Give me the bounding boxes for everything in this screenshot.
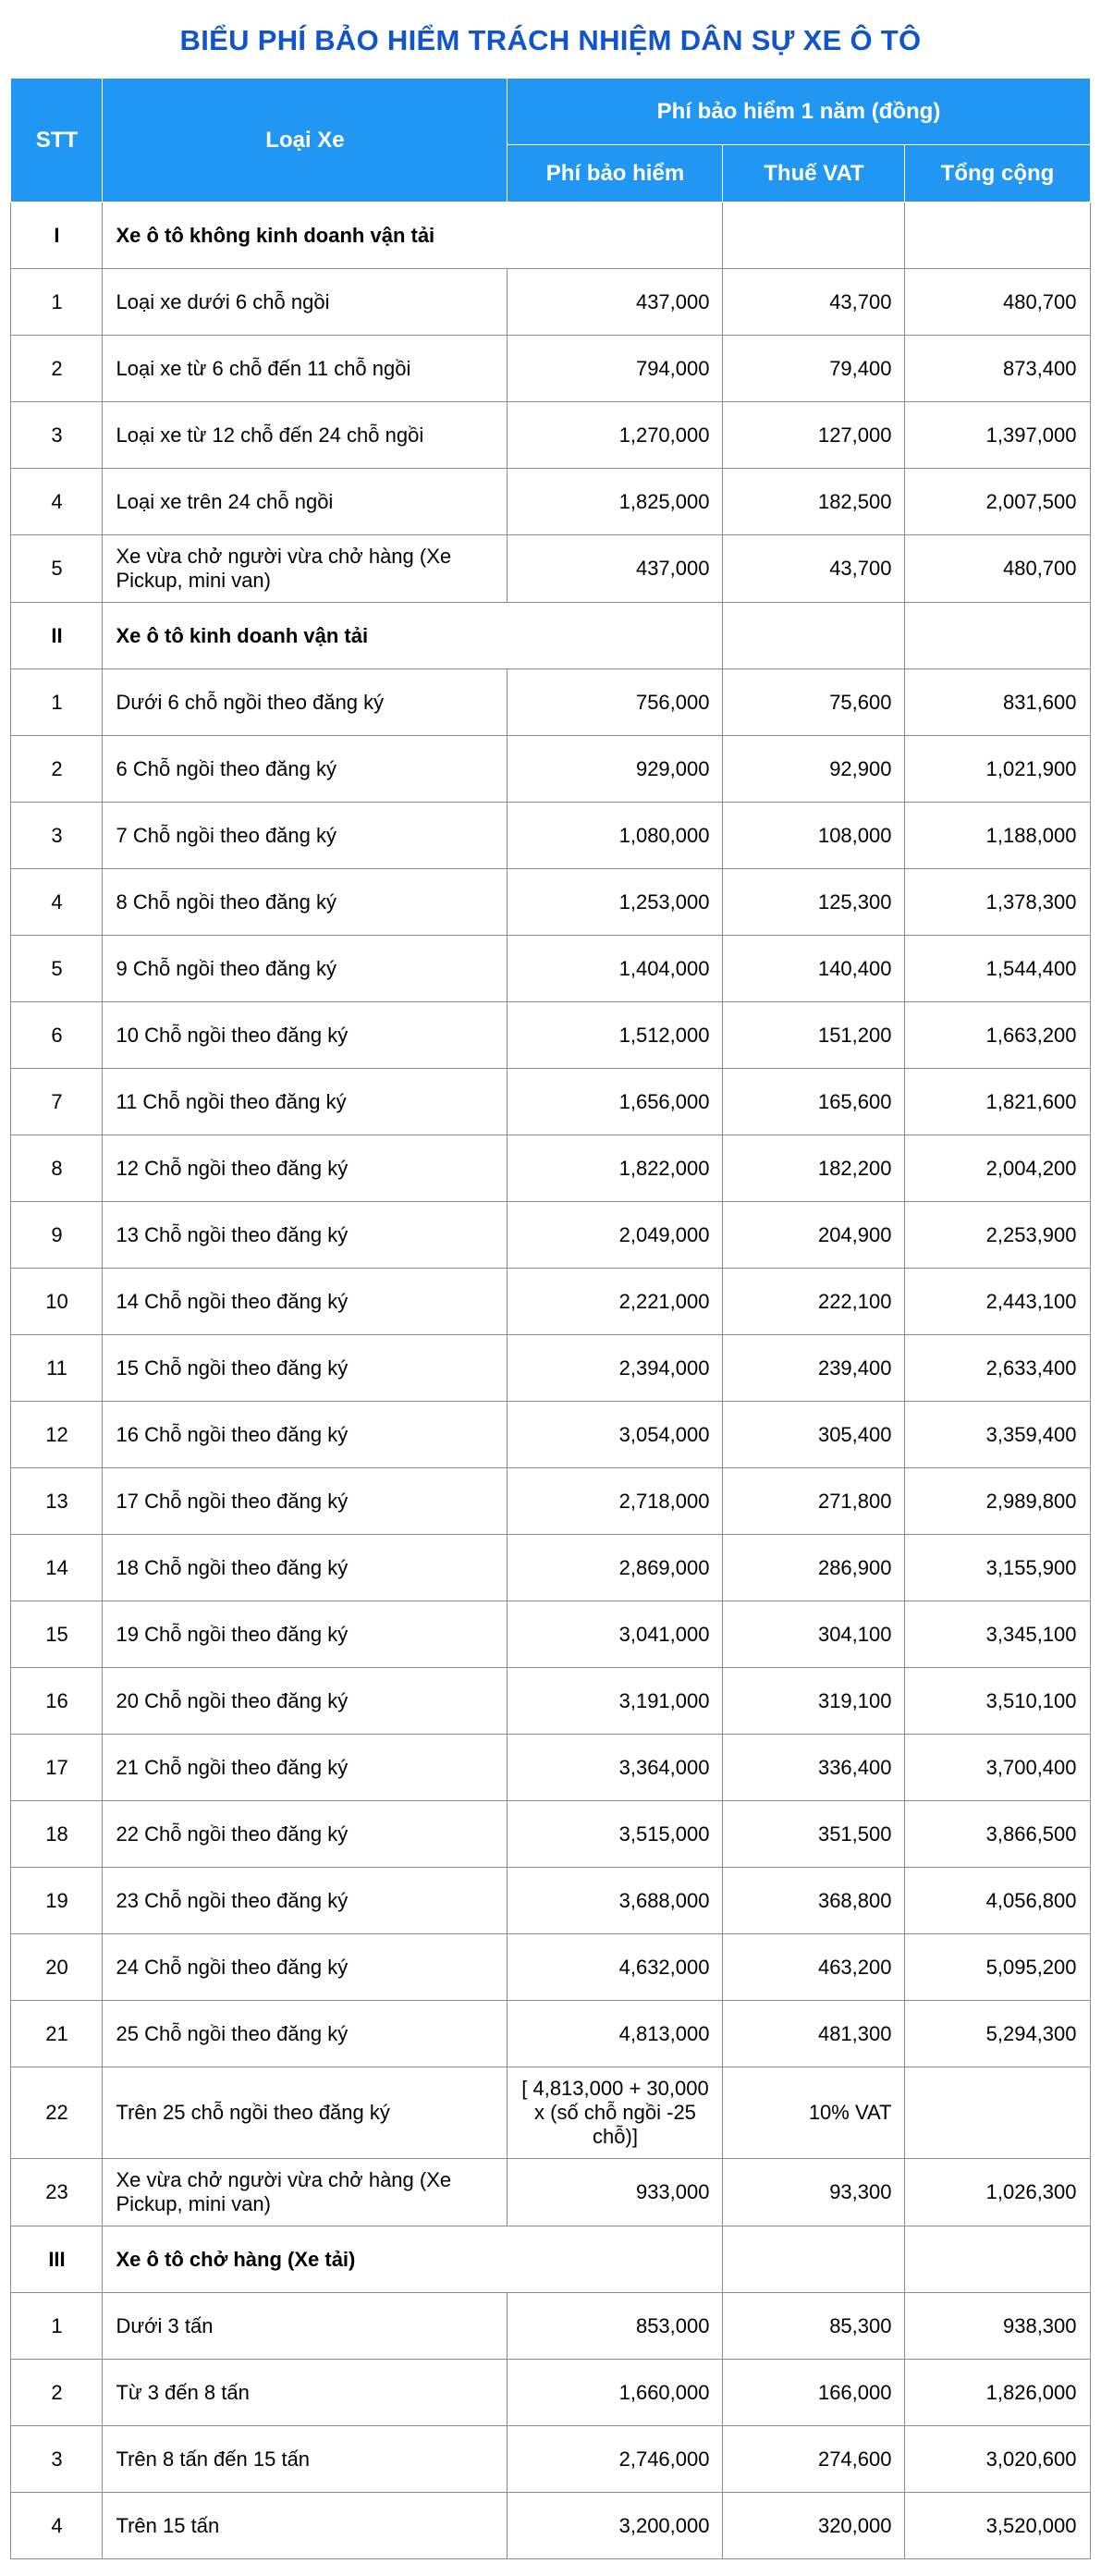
- stt-cell: 3: [11, 803, 103, 869]
- table-row: [11, 2001, 1090, 2067]
- section-empty-vat-cell: [723, 2226, 905, 2293]
- vat-cell: 165,600: [723, 1069, 905, 1135]
- total-cell: 1,188,000: [905, 803, 1090, 869]
- stt-cell: 19: [11, 1868, 103, 1934]
- section-empty-total-cell: [905, 202, 1090, 269]
- vat-cell: 463,200: [723, 1934, 905, 2001]
- fee-cell: 2,746,000: [508, 2426, 723, 2493]
- vat-cell: 10% VAT: [723, 2067, 905, 2159]
- table-row: [11, 535, 1090, 603]
- col-header-vat: Thuế VAT: [723, 145, 905, 202]
- table-row: [11, 2493, 1090, 2559]
- table-row: [11, 2067, 1090, 2159]
- section-row: [11, 2226, 1090, 2293]
- fee-cell: 2,049,000: [508, 1202, 723, 1269]
- vat-cell: 127,000: [723, 402, 905, 469]
- table-row: [11, 2360, 1090, 2426]
- table-row: [11, 803, 1090, 869]
- fee-cell: 3,688,000: [508, 1868, 723, 1934]
- vehicle-type-cell: 17 Chỗ ngồi theo đăng ký: [103, 1468, 508, 1535]
- stt-cell: 5: [11, 535, 103, 603]
- table-row: [11, 869, 1090, 936]
- total-cell: 1,821,600: [905, 1069, 1090, 1135]
- table-row: [11, 1934, 1090, 2001]
- stt-cell: 18: [11, 1801, 103, 1868]
- vehicle-type-cell: 9 Chỗ ngồi theo đăng ký: [103, 936, 508, 1002]
- table-row: [11, 1402, 1090, 1468]
- fee-cell: 3,200,000: [508, 2493, 723, 2559]
- stt-cell: 10: [11, 1269, 103, 1335]
- table-row: [11, 1002, 1090, 1069]
- total-cell: 831,600: [905, 669, 1090, 736]
- fee-cell: 2,221,000: [508, 1269, 723, 1335]
- total-cell: 3,345,100: [905, 1601, 1090, 1668]
- fee-cell: 437,000: [508, 535, 723, 603]
- total-cell: 1,544,400: [905, 936, 1090, 1002]
- page-title: BIỂU PHÍ BẢO HIỂM TRÁCH NHIỆM DÂN SỰ XE Ô TÔ: [179, 24, 922, 56]
- section-empty-vat-cell: [723, 202, 905, 269]
- vehicle-type-cell: 25 Chỗ ngồi theo đăng ký: [103, 2001, 508, 2067]
- vehicle-type-cell: 12 Chỗ ngồi theo đăng ký: [103, 1135, 508, 1202]
- fee-cell: 929,000: [508, 736, 723, 803]
- vehicle-type-cell: 24 Chỗ ngồi theo đăng ký: [103, 1934, 508, 2001]
- total-cell: 1,378,300: [905, 869, 1090, 936]
- stt-cell: 2: [11, 336, 103, 402]
- table-header: [11, 79, 1090, 202]
- vat-cell: 204,900: [723, 1202, 905, 1269]
- col-header-total: Tổng cộng: [905, 145, 1090, 202]
- fee-cell: 1,822,000: [508, 1135, 723, 1202]
- vehicle-type-cell: Trên 25 chỗ ngồi theo đăng ký: [103, 2067, 508, 2159]
- total-cell: 3,510,100: [905, 1668, 1090, 1735]
- section-stt-cell: I: [11, 202, 103, 269]
- stt-cell: 21: [11, 2001, 103, 2067]
- section-stt-cell: II: [11, 603, 103, 669]
- fee-cell: 3,515,000: [508, 1801, 723, 1868]
- stt-cell: 11: [11, 1335, 103, 1402]
- vehicle-type-cell: 20 Chỗ ngồi theo đăng ký: [103, 1668, 508, 1735]
- total-cell: 2,443,100: [905, 1269, 1090, 1335]
- stt-cell: 1: [11, 269, 103, 336]
- table-row: [11, 1135, 1090, 1202]
- vehicle-type-cell: Loại xe từ 12 chỗ đến 24 chỗ ngồi: [103, 402, 508, 469]
- table-row: [11, 669, 1090, 736]
- stt-cell: 5: [11, 936, 103, 1002]
- vehicle-type-cell: 8 Chỗ ngồi theo đăng ký: [103, 869, 508, 936]
- table-row: [11, 1069, 1090, 1135]
- stt-cell: 13: [11, 1468, 103, 1535]
- stt-cell: 1: [11, 2293, 103, 2360]
- vat-cell: 125,300: [723, 869, 905, 936]
- vehicle-type-cell: 16 Chỗ ngồi theo đăng ký: [103, 1402, 508, 1468]
- vat-cell: 85,300: [723, 2293, 905, 2360]
- total-cell: 480,700: [905, 535, 1090, 603]
- fee-cell: 2,718,000: [508, 1468, 723, 1535]
- vehicle-type-cell: Trên 8 tấn đến 15 tấn: [103, 2426, 508, 2493]
- fee-cell: 3,191,000: [508, 1668, 723, 1735]
- vat-cell: 182,200: [723, 1135, 905, 1202]
- table-row: [11, 402, 1090, 469]
- stt-cell: 3: [11, 2426, 103, 2493]
- total-cell: 4,056,800: [905, 1868, 1090, 1934]
- table-row: [11, 1468, 1090, 1535]
- vat-cell: 320,000: [723, 2493, 905, 2559]
- table-row: [11, 269, 1090, 336]
- table-row: [11, 936, 1090, 1002]
- total-cell: 3,866,500: [905, 1801, 1090, 1868]
- vehicle-type-cell: Loại xe dưới 6 chỗ ngồi: [103, 269, 508, 336]
- fee-cell: 3,364,000: [508, 1735, 723, 1801]
- vat-cell: 75,600: [723, 669, 905, 736]
- total-cell: 3,155,900: [905, 1535, 1090, 1601]
- fee-cell: 4,632,000: [508, 1934, 723, 2001]
- col-header-vehicle-type: Loại Xe: [103, 79, 508, 202]
- total-cell: 1,826,000: [905, 2360, 1090, 2426]
- fee-cell: [ 4,813,000 + 30,000 x (số chỗ ngồi -25 chỗ)]: [508, 2067, 723, 2159]
- col-header-stt: STT: [11, 79, 103, 202]
- fee-cell: 3,054,000: [508, 1402, 723, 1468]
- stt-cell: 22: [11, 2067, 103, 2159]
- stt-cell: 9: [11, 1202, 103, 1269]
- table-row: [11, 1601, 1090, 1668]
- vat-cell: 108,000: [723, 803, 905, 869]
- vat-cell: 305,400: [723, 1402, 905, 1468]
- vehicle-type-cell: 21 Chỗ ngồi theo đăng ký: [103, 1735, 508, 1801]
- stt-cell: 3: [11, 402, 103, 469]
- fee-cell: 2,394,000: [508, 1335, 723, 1402]
- vehicle-type-cell: 18 Chỗ ngồi theo đăng ký: [103, 1535, 508, 1601]
- vehicle-type-cell: 7 Chỗ ngồi theo đăng ký: [103, 803, 508, 869]
- total-cell: 5,294,300: [905, 2001, 1090, 2067]
- fee-cell: 2,869,000: [508, 1535, 723, 1601]
- table-row: [11, 1868, 1090, 1934]
- vat-cell: 93,300: [723, 2159, 905, 2226]
- table-row: [11, 1269, 1090, 1335]
- stt-cell: 20: [11, 1934, 103, 2001]
- table-row: [11, 469, 1090, 535]
- fee-cell: 3,041,000: [508, 1601, 723, 1668]
- stt-cell: 16: [11, 1668, 103, 1735]
- section-empty-vat-cell: [723, 603, 905, 669]
- table-row: [11, 2426, 1090, 2493]
- table-row: [11, 1202, 1090, 1269]
- stt-cell: 17: [11, 1735, 103, 1801]
- section-stt-cell: III: [11, 2226, 103, 2293]
- stt-cell: 2: [11, 2360, 103, 2426]
- table-row: [11, 336, 1090, 402]
- section-label-cell: Xe ô tô chở hàng (Xe tải): [103, 2226, 723, 2293]
- total-cell: 1,397,000: [905, 402, 1090, 469]
- vat-cell: 274,600: [723, 2426, 905, 2493]
- fee-cell: 756,000: [508, 669, 723, 736]
- table-row: [11, 2159, 1090, 2226]
- table-row: [11, 2293, 1090, 2360]
- stt-cell: 12: [11, 1402, 103, 1468]
- section-empty-total-cell: [905, 2226, 1090, 2293]
- total-cell: 3,020,600: [905, 2426, 1090, 2493]
- vat-cell: 304,100: [723, 1601, 905, 1668]
- insurance-fee-table: [10, 78, 1090, 2559]
- col-header-annual-fee-group: Phí bảo hiểm 1 năm (đồng): [508, 79, 1090, 145]
- fee-cell: 1,270,000: [508, 402, 723, 469]
- total-cell: 938,300: [905, 2293, 1090, 2360]
- table-row: [11, 736, 1090, 803]
- stt-cell: 6: [11, 1002, 103, 1069]
- stt-cell: 23: [11, 2159, 103, 2226]
- table-row: [11, 1668, 1090, 1735]
- section-row: [11, 603, 1090, 669]
- vehicle-type-cell: Trên 15 tấn: [103, 2493, 508, 2559]
- stt-cell: 1: [11, 669, 103, 736]
- vat-cell: 271,800: [723, 1468, 905, 1535]
- total-cell: 1,026,300: [905, 2159, 1090, 2226]
- fee-cell: 1,080,000: [508, 803, 723, 869]
- vat-cell: 481,300: [723, 2001, 905, 2067]
- vat-cell: 368,800: [723, 1868, 905, 1934]
- vehicle-type-cell: Dưới 6 chỗ ngồi theo đăng ký: [103, 669, 508, 736]
- fee-cell: 853,000: [508, 2293, 723, 2360]
- vehicle-type-cell: Dưới 3 tấn: [103, 2293, 508, 2360]
- header-row-top: [11, 79, 1090, 145]
- vehicle-type-cell: 13 Chỗ ngồi theo đăng ký: [103, 1202, 508, 1269]
- total-cell: 2,989,800: [905, 1468, 1090, 1535]
- vat-cell: 222,100: [723, 1269, 905, 1335]
- stt-cell: 4: [11, 469, 103, 535]
- vehicle-type-cell: 6 Chỗ ngồi theo đăng ký: [103, 736, 508, 803]
- fee-cell: 4,813,000: [508, 2001, 723, 2067]
- vehicle-type-cell: 11 Chỗ ngồi theo đăng ký: [103, 1069, 508, 1135]
- vehicle-type-cell: Loại xe từ 6 chỗ đến 11 chỗ ngồi: [103, 336, 508, 402]
- total-cell: 1,663,200: [905, 1002, 1090, 1069]
- total-cell: 873,400: [905, 336, 1090, 402]
- total-cell: 480,700: [905, 269, 1090, 336]
- table-row: [11, 1801, 1090, 1868]
- fee-cell: 933,000: [508, 2159, 723, 2226]
- total-cell: 3,359,400: [905, 1402, 1090, 1468]
- vehicle-type-cell: Loại xe trên 24 chỗ ngồi: [103, 469, 508, 535]
- stt-cell: 14: [11, 1535, 103, 1601]
- col-header-insurance-fee: Phí bảo hiểm: [508, 145, 723, 202]
- vehicle-type-cell: 23 Chỗ ngồi theo đăng ký: [103, 1868, 508, 1934]
- vehicle-type-cell: Xe vừa chở người vừa chở hàng (Xe Pickup, mini van): [103, 2159, 508, 2226]
- fee-cell: 1,404,000: [508, 936, 723, 1002]
- vehicle-type-cell: 19 Chỗ ngồi theo đăng ký: [103, 1601, 508, 1668]
- vehicle-type-cell: 22 Chỗ ngồi theo đăng ký: [103, 1801, 508, 1868]
- vat-cell: 239,400: [723, 1335, 905, 1402]
- vat-cell: 79,400: [723, 336, 905, 402]
- section-label-cell: Xe ô tô kinh doanh vận tải: [103, 603, 723, 669]
- total-cell: 3,700,400: [905, 1735, 1090, 1801]
- vat-cell: 351,500: [723, 1801, 905, 1868]
- fee-cell: 1,512,000: [508, 1002, 723, 1069]
- vat-cell: 43,700: [723, 535, 905, 603]
- vehicle-type-cell: Từ 3 đến 8 tấn: [103, 2360, 508, 2426]
- fee-table-body: [11, 202, 1090, 2559]
- vat-cell: 336,400: [723, 1735, 905, 1801]
- section-empty-total-cell: [905, 603, 1090, 669]
- vehicle-type-cell: Xe vừa chở người vừa chở hàng (Xe Pickup, mini van): [103, 535, 508, 603]
- total-cell: [905, 2067, 1090, 2159]
- stt-cell: 4: [11, 2493, 103, 2559]
- section-label-cell: Xe ô tô không kinh doanh vận tải: [103, 202, 723, 269]
- table-row: [11, 1735, 1090, 1801]
- section-row: [11, 202, 1090, 269]
- vehicle-type-cell: 10 Chỗ ngồi theo đăng ký: [103, 1002, 508, 1069]
- table-row: [11, 1335, 1090, 1402]
- vat-cell: 151,200: [723, 1002, 905, 1069]
- total-cell: 2,004,200: [905, 1135, 1090, 1202]
- vat-cell: 319,100: [723, 1668, 905, 1735]
- stt-cell: 8: [11, 1135, 103, 1202]
- fee-cell: 437,000: [508, 269, 723, 336]
- total-cell: 2,253,900: [905, 1202, 1090, 1269]
- fee-cell: 1,253,000: [508, 869, 723, 936]
- total-cell: 2,007,500: [905, 469, 1090, 535]
- stt-cell: 15: [11, 1601, 103, 1668]
- total-cell: 3,520,000: [905, 2493, 1090, 2559]
- stt-cell: 4: [11, 869, 103, 936]
- vat-cell: 140,400: [723, 936, 905, 1002]
- total-cell: 1,021,900: [905, 736, 1090, 803]
- vat-cell: 166,000: [723, 2360, 905, 2426]
- fee-cell: 794,000: [508, 336, 723, 402]
- fee-cell: 1,660,000: [508, 2360, 723, 2426]
- vat-cell: 43,700: [723, 269, 905, 336]
- table-row: [11, 1535, 1090, 1601]
- fee-cell: 1,825,000: [508, 469, 723, 535]
- vehicle-type-cell: 15 Chỗ ngồi theo đăng ký: [103, 1335, 508, 1402]
- total-cell: 5,095,200: [905, 1934, 1090, 2001]
- stt-cell: 7: [11, 1069, 103, 1135]
- fee-cell: 1,656,000: [508, 1069, 723, 1135]
- vat-cell: 92,900: [723, 736, 905, 803]
- total-cell: 2,633,400: [905, 1335, 1090, 1402]
- vehicle-type-cell: 14 Chỗ ngồi theo đăng ký: [103, 1269, 508, 1335]
- vat-cell: 286,900: [723, 1535, 905, 1601]
- vat-cell: 182,500: [723, 469, 905, 535]
- stt-cell: 2: [11, 736, 103, 803]
